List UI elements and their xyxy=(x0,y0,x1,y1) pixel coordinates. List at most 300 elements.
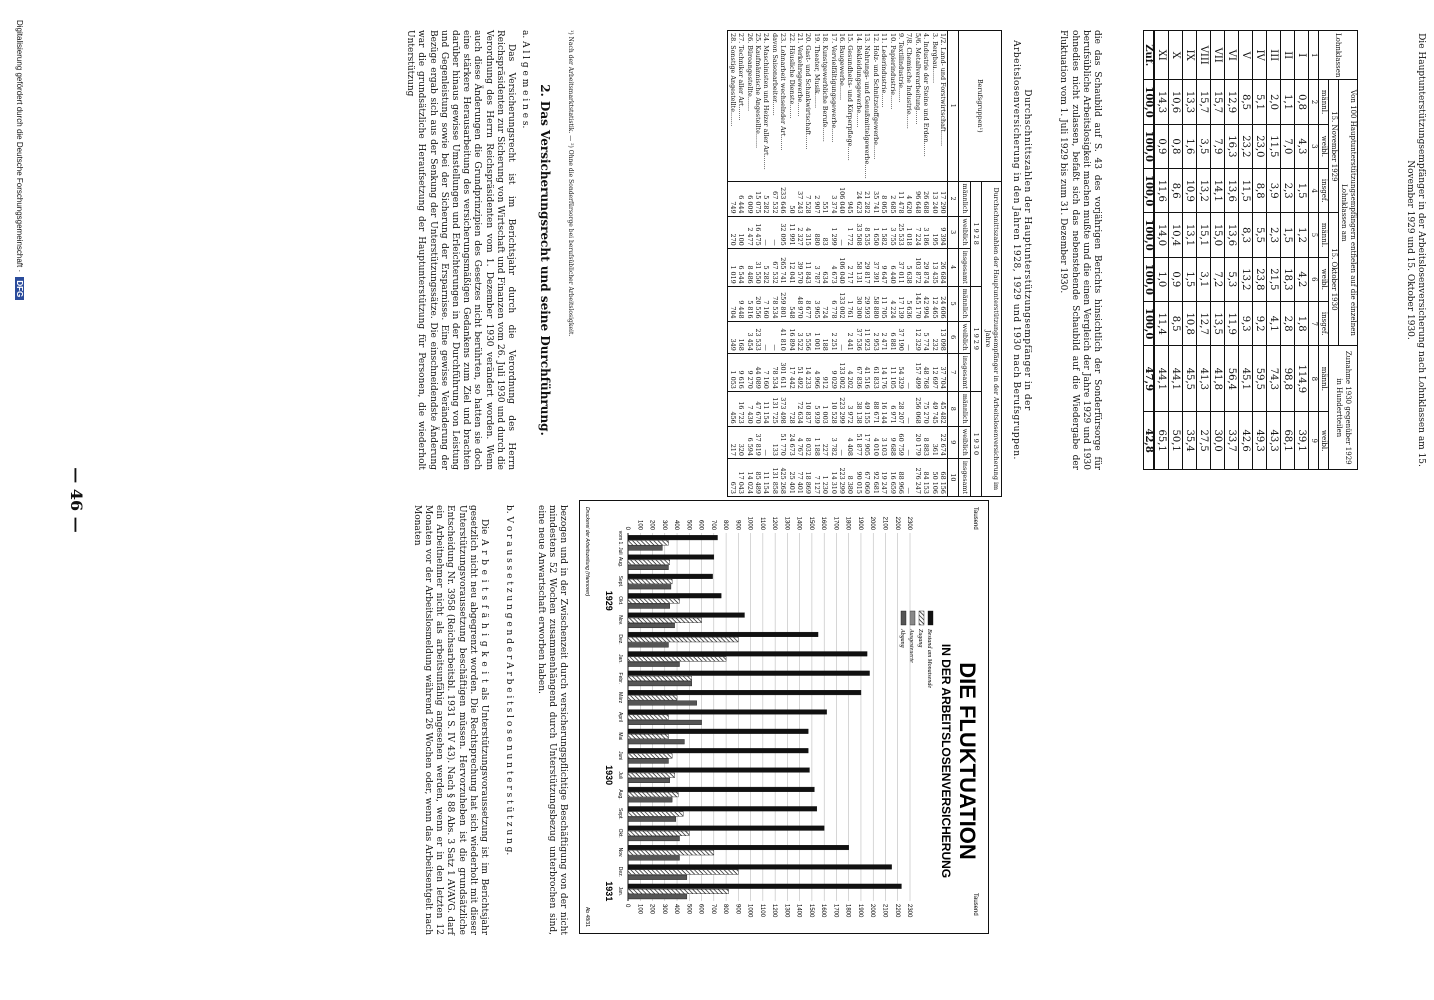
t1-cell: 13,5 xyxy=(1211,302,1225,346)
t1-sum-cell: 100,0 xyxy=(1144,302,1155,346)
t2-cell: 12 697 xyxy=(930,353,938,391)
chart-bar-abgang xyxy=(628,778,670,783)
t2-row-label: 13. Nahrungs- und Genußmittelgewerbe....... xyxy=(863,31,871,182)
t2-cell: 106 040 xyxy=(838,248,846,286)
t2-cell: 61 833 xyxy=(871,353,879,391)
chart-ytick-right: 1300 xyxy=(783,904,790,918)
t2-cell: 8 380 xyxy=(846,458,854,496)
t2-cell: 72 634 xyxy=(796,391,804,426)
t2-col-number: 7 xyxy=(947,353,958,391)
t1-sub: männl. xyxy=(1319,346,1329,412)
chart-legend-swatch xyxy=(919,611,924,625)
t1-row-label: VII xyxy=(1211,31,1225,80)
t1-sum-cell: 100,0 xyxy=(1144,80,1155,124)
t2-cell: 12 329 xyxy=(913,321,921,353)
chart-legend-swatch xyxy=(901,611,906,625)
t2-row-label: 28. Sonstige Angestellte....... xyxy=(728,31,737,182)
t2-cell: 6 544 xyxy=(737,248,745,286)
t2-cell: 24 623 xyxy=(855,181,863,216)
t2-cell: — xyxy=(762,321,770,353)
chart-bar-zugang xyxy=(628,812,683,817)
chart-bar-bestand xyxy=(628,865,892,870)
t2-cell: 5 774 xyxy=(922,321,930,353)
t1-cell: 4,2 xyxy=(1295,257,1309,301)
chart-ytick-right: 500 xyxy=(685,904,692,915)
chart-bar-abgang xyxy=(628,894,687,899)
t2-row-label: 4. Industrie der Steine und Erden....... xyxy=(922,31,930,182)
chart-bar-abgang xyxy=(628,701,697,706)
t1-cell: 4,1 xyxy=(1267,302,1281,346)
chart-ytick-left: 1500 xyxy=(807,516,814,530)
t1-col-number: 2 xyxy=(1309,80,1319,124)
t2-cell: 11 154 xyxy=(762,458,770,496)
t2-cell: 9 394 xyxy=(939,216,948,248)
t1-cell: 5,5 xyxy=(1253,213,1267,257)
t2-cell: 912 xyxy=(821,353,829,391)
t1-cell: 12,7 xyxy=(1197,302,1211,346)
t2-row-label: 17. Vervielfältigungsgewerbe....... xyxy=(829,31,837,182)
t2-cell: 2 441 xyxy=(846,321,854,353)
t1-sum-cell: 42,8 xyxy=(1144,412,1155,470)
t1-cell: 23,8 xyxy=(1253,257,1267,301)
t2-cell: 37 243 xyxy=(796,181,804,216)
t2-row-label: 21. Verkehrsgewerbe....... xyxy=(796,31,804,182)
t2-row-label: 19. Theater, Musik....... xyxy=(812,31,820,182)
chart-legend-label: Bestand am Monatsende xyxy=(926,629,932,688)
t2-cell: 3 454 xyxy=(745,321,753,353)
t2-cell: 8 535 xyxy=(863,216,871,248)
t1-cell: 15,7 xyxy=(1211,80,1225,124)
section2-para-b: Die A r b e i t s f ä h i g k e i t als Unterstützungsvoraussetzung ist im Berichtsjahr gesetzlich nicht neu abgegrenzt worden. Die Rechtsprechung hat sich wiederholt mit dieser Unterstützungsvoraussetzung beschäftigen müssen. Hervorzuheben ist die grundsätzliche Entscheidung Nr. 3958 (Reichsarbeitsbl. 1931 S. IV 43). Nach § 88 Abs. 3 Satz 1 AVAVG. darf ein Arbeitnehmer nicht als arbeitsunfähig angesehen werden, wenn er in den letzten 12 Monaten vor der Arbeitslosmeldung während 26 Wochen oder, wenn das Arbeitsentgelt nach Monaten xyxy=(411,505,489,935)
t2-cell: 20 556 xyxy=(754,286,762,321)
t2-col-number: 5 xyxy=(947,286,958,321)
table1-row xyxy=(1197,31,1211,470)
t1-cell: 11,4 xyxy=(1154,302,1169,346)
chart-x-label: Nov. xyxy=(617,847,623,858)
t2-row-label: 16. Baugewerbe....... xyxy=(838,31,846,182)
table2-row xyxy=(888,31,896,497)
t2-cell: 1 019 xyxy=(728,248,737,286)
chart-bar-bestand xyxy=(628,826,824,831)
t2-cell: 3 186 xyxy=(922,216,930,248)
t2-cell: 6 971 xyxy=(888,391,896,426)
chart-x-label: Sept. xyxy=(617,575,623,588)
chart-x-label: März xyxy=(617,692,623,704)
chart-year-label: 1931 xyxy=(604,881,614,902)
t2-cell: 223 299 xyxy=(838,391,846,426)
t1-cell: 13,6 xyxy=(1225,169,1239,213)
t2-cell: 44 089 xyxy=(754,353,762,391)
t2-subhead: insgesamt xyxy=(959,458,970,496)
t2-cell: 35 741 xyxy=(871,181,879,216)
t2-cell: 2 717 xyxy=(846,248,854,286)
chart-ytick-right: 400 xyxy=(673,904,680,915)
chart-year-label: 1930 xyxy=(604,765,614,786)
t1-cell: 11,5 xyxy=(1267,124,1281,168)
t2-cell: 92 681 xyxy=(871,458,879,496)
chart-x-label: Jan. xyxy=(617,654,623,664)
section2-para-a: Das Versicherungsrecht ist im Berichtsjahr durch die Verordnung des Herrn Reichspräsidenten zur Sicherung von Wirtschaft und Finanzen vom 26. Juli 1930 und durch die Verordnung des Herrn Reichspräsidenten vom 1. Dezember 1930 verändert worden. Wenn auch diese Änderungen die Grundprinzipien des Gesetzes nicht berührten, so hatten sie doch eine stärkere Herausarbeitung des versicherungsmäßigen Gedankens zum Ziel und brachten darüber hinaus gewisse Umstellungen und Erleichterungen in der Durchführung von Leistung und Gegenleistung sowie bei der Sicherung der Ersparnisse. Eine gewisse Veränderung der Bezüge ergab sich aus der Senkung der Unterstützungssätze. Die einschneidendste Änderung war die grundsätzliche Heraufsetzung der Hauptunterstützung für Personen, die wiederholt Unterstützung xyxy=(405,30,516,470)
chart-bar-zugang xyxy=(628,676,692,681)
t2-cell: 67 532 xyxy=(770,181,778,216)
chart-bar-bestand xyxy=(628,806,817,811)
t2-cell: 1 001 xyxy=(812,321,820,353)
t1-col-number: 4 xyxy=(1309,169,1319,213)
chart-bar-abgang xyxy=(628,565,668,570)
chart-x-label: Mai xyxy=(617,732,623,741)
t1-cell: 8,6 xyxy=(1169,169,1183,213)
table2-row xyxy=(745,31,753,497)
t2-cell: 227 xyxy=(821,426,829,458)
t1-sub: weibl. xyxy=(1319,412,1329,470)
t2-cell: 18 869 xyxy=(804,458,812,496)
table1-row xyxy=(1225,31,1239,470)
chart-ytick-right: 1500 xyxy=(807,904,814,918)
chart-bar-abgang xyxy=(628,681,692,686)
chart-bar-bestand xyxy=(628,729,808,734)
chart-ytick-right: 1200 xyxy=(771,904,778,918)
table1-row xyxy=(1281,31,1295,470)
t2-cell: 51 877 xyxy=(855,426,863,458)
t2-cell: 6 440 xyxy=(888,248,896,286)
chart-bar-abgang xyxy=(628,584,671,589)
chart-subtitle: IN DER ARBEITSLOSENVERSICHERUNG xyxy=(939,643,953,879)
t2-subhead: männlich xyxy=(959,181,970,216)
t1-cell: 43,3 xyxy=(1267,412,1281,470)
t1-col-number: 1 xyxy=(1309,31,1319,80)
para-schaubild: die das Schaubild auf S. 43 des vorjährigen Berichts hinsichtlich der Sonderfürsorge für berufsübliche Arbeitslosigkeit machen mußte und die einen Vergleich der Jahre 1929 und 1930 ohnedies nicht zulassen, befaßt sich das nebenstehende Schaubild auf die Wiedergabe der Fluktuation vom 1. Juli 1929 bis zum 31. Dezember 1930. xyxy=(1058,30,1102,470)
chart-ytick-left: 800 xyxy=(722,519,729,530)
t2-subhead: männlich xyxy=(959,286,970,321)
table1-row xyxy=(1169,31,1183,470)
t2-subhead: weiblich xyxy=(959,426,970,458)
t2-cell: 6 778 xyxy=(829,286,837,321)
t2-cell: 4 767 xyxy=(796,426,804,458)
chart-x-label: Aug. xyxy=(617,556,623,568)
t2-cell: 320 xyxy=(737,426,745,458)
t2-head-group: Berufsgruppen¹) xyxy=(959,31,1002,182)
t1-head-change: Zunahme 1930 gegenüber 1929 in Hundertteilen xyxy=(1329,346,1358,470)
t1-sum-cell: 100,0 xyxy=(1144,257,1155,301)
t2-cell: 1 761 xyxy=(846,286,854,321)
t1-cell: 10,8 xyxy=(1183,302,1197,346)
t1-head-date1: 15. November 1929 xyxy=(1329,80,1339,213)
chart-x-label: Juli xyxy=(617,771,623,779)
t2-cell: 16 475 xyxy=(754,216,762,248)
t1-cell: 10,6 xyxy=(1169,80,1183,124)
t2-cell: 51 770 xyxy=(779,426,787,458)
chart-year-label: 1929 xyxy=(604,590,614,611)
chart-x-labels xyxy=(604,531,623,902)
table2-row xyxy=(737,31,745,497)
t2-col-number: 9 xyxy=(947,426,958,458)
table2-row xyxy=(939,31,948,497)
t2-cell: 3 103 xyxy=(880,426,888,458)
t2-cell: 548 xyxy=(787,286,795,321)
t2-subhead: insgesamt xyxy=(959,353,970,391)
t1-cell: 1,5 xyxy=(1295,169,1309,213)
chart-legend-label: Zugang xyxy=(917,629,923,648)
t2-cell: 14 024 xyxy=(745,458,753,496)
t2-cell: 6 881 xyxy=(888,321,896,353)
t2-cell: 48 768 xyxy=(922,353,930,391)
chart-bar-zugang xyxy=(628,657,726,662)
chart-ytick-left: 1100 xyxy=(758,517,765,530)
t2-cell: 29 874 xyxy=(922,248,930,286)
chart-bar-zugang xyxy=(628,579,672,584)
chart-ytick-left: 1700 xyxy=(832,516,839,530)
t2-cell: 31 550 xyxy=(754,248,762,286)
t1-cell: 2,0 xyxy=(1267,80,1281,124)
t2-row-label: 1/2. Land- und Forstwirtschaft....... xyxy=(939,31,948,182)
chart-legend-label: Ausgesteuerte xyxy=(908,629,914,663)
t1-cell: 13,1 xyxy=(1183,213,1197,257)
digitization-footer xyxy=(15,20,24,980)
t2-cell: 945 xyxy=(846,181,854,216)
t1-cell: 13,6 xyxy=(1225,213,1239,257)
t2-cell: 5 638 xyxy=(905,248,913,286)
t1-cell: 14,1 xyxy=(1211,169,1225,213)
chart-ytick-right: 100 xyxy=(636,904,643,915)
t1-cell: 114,9 xyxy=(1295,346,1309,412)
t2-row-label: 23. Lohnarbeit wechselnder Art....... xyxy=(779,31,787,182)
t2-row-label: 24. Maschinisten und Heizer aller Art....... xyxy=(762,31,770,182)
t2-cell: 25 533 xyxy=(897,216,905,248)
chart-bar-abgang xyxy=(628,604,670,609)
t1-head-date2: 15. Oktober 1930 xyxy=(1329,213,1339,346)
t2-cell: 49 155 xyxy=(863,391,871,426)
t2-cell: 49 745 xyxy=(930,391,938,426)
t1-sum-cell: 47,9 xyxy=(1144,346,1155,412)
table2-row xyxy=(880,31,888,497)
table2-row xyxy=(846,31,854,497)
t2-cell: 51 492 xyxy=(796,353,804,391)
t2-cell: 15 075 xyxy=(754,181,762,216)
t2-cell: 425 268 xyxy=(779,458,787,496)
chart-x-label: April xyxy=(617,711,623,723)
t2-cell: 880 xyxy=(812,216,820,248)
chart-bar-bestand xyxy=(628,632,818,637)
t2-cell: 5 816 xyxy=(745,286,753,321)
t1-cell: 44,1 xyxy=(1154,346,1169,412)
t2-cell: 22 674 xyxy=(939,426,948,458)
t2-row-label: 14. Bekleidungsgewerbe....... xyxy=(855,31,863,182)
t2-cell: 1 582 xyxy=(880,216,888,248)
chart-ytick-right: 1100 xyxy=(758,904,765,917)
table2-row xyxy=(787,31,795,497)
t2-subhead: weiblich xyxy=(959,321,970,353)
t2-cell: 5 939 xyxy=(812,391,820,426)
t2-row-label: 9. Textilindustrie....... xyxy=(897,31,905,182)
chart-bar-bestand xyxy=(628,845,849,850)
chart-bar-zugang xyxy=(628,695,677,700)
t2-cell: 3 965 xyxy=(812,286,820,321)
t2-cell: 276 247 xyxy=(913,458,921,496)
t2-cell: 8 486 xyxy=(745,248,753,286)
t2-cell: 188 xyxy=(821,321,829,353)
t2-cell: 9 448 xyxy=(737,286,745,321)
chart-legend-swatch xyxy=(910,611,915,625)
t2-cell: 11 154 xyxy=(762,391,770,426)
chart-ytick-right: 1600 xyxy=(820,904,827,918)
chart-ytick-right: 300 xyxy=(660,904,667,915)
chart-x-label: Dez. xyxy=(617,866,623,878)
t2-row-label: 3. Bergbau....... xyxy=(930,31,938,182)
t1-cell: 45,1 xyxy=(1239,346,1253,412)
t1-cell: 68,1 xyxy=(1281,412,1295,470)
chart-bar-zugang xyxy=(628,850,714,855)
t2-row-label: 15. Gesundheits- und Körperpflege....... xyxy=(846,31,854,182)
t2-cell: 2 685 xyxy=(888,181,896,216)
t2-cell: 106 040 xyxy=(838,181,846,216)
table1-row xyxy=(1267,31,1281,470)
t2-cell: 16 144 xyxy=(880,391,888,426)
t1-cell: 10,9 xyxy=(1183,169,1197,213)
chart-x-label: Juni xyxy=(617,751,623,761)
table2 xyxy=(727,30,1002,497)
t2-cell: 78 534 xyxy=(770,353,778,391)
t2-cell: 233 646 xyxy=(779,181,787,216)
section2-sub-b: b. V o r a u s s e t z u n g e n d e r A r b e i t s l o s e n u n t e r s t ü t z u n g. xyxy=(504,505,514,856)
chart-bar-zugang xyxy=(628,560,670,565)
chart-ytick-right: 600 xyxy=(697,904,704,915)
chart-ytick-left: 900 xyxy=(734,519,741,530)
fluctuation-chart-svg xyxy=(580,501,988,933)
table2-row xyxy=(812,31,820,497)
t2-cell: 37 011 xyxy=(897,248,905,286)
t2-cell: 84 153 xyxy=(922,458,930,496)
chart-ytick-left: 1000 xyxy=(746,516,753,530)
t2-cell: 8 883 xyxy=(922,426,930,458)
t2-cell: 4 224 xyxy=(888,286,896,321)
t1-cell: 16,3 xyxy=(1225,124,1239,168)
table2-row xyxy=(913,31,921,497)
t2-cell: — xyxy=(905,391,913,426)
t2-cell: 83 xyxy=(821,216,829,248)
t1-cell: 2,3 xyxy=(1281,169,1295,213)
chart-ytick-left: 100 xyxy=(636,519,643,530)
chart-x-label: Nov. xyxy=(617,615,623,626)
t1-cell: 7,2 xyxy=(1211,257,1225,301)
t2-cell: 21 282 xyxy=(863,181,871,216)
t2-row-label: 20. Gast- und Schankwirtschaft....... xyxy=(804,31,812,182)
t2-cell: 634 xyxy=(821,248,829,286)
chart-x-label: Dez. xyxy=(617,634,623,645)
t1-cell: 1,1 xyxy=(1281,80,1295,124)
chart-x-label: Aug. xyxy=(617,789,623,800)
t1-cell: 2,3 xyxy=(1267,213,1281,257)
t2-cell: 20 179 xyxy=(913,426,921,458)
t2-cell: 4 408 xyxy=(846,426,854,458)
t2-cell: 28 207 xyxy=(897,391,905,426)
t2-cell: 7 127 xyxy=(812,458,820,496)
t2-cell: 728 xyxy=(787,391,795,426)
chart-bar-abgang xyxy=(628,817,676,822)
chart-ytick-left: 2300 xyxy=(906,516,912,530)
t2-cell: 13 435 xyxy=(930,248,938,286)
t1-cell: 45,5 xyxy=(1183,346,1197,412)
t2-cell: 13 098 xyxy=(939,321,948,353)
table2-row xyxy=(779,31,787,497)
t2-cell: 77 401 xyxy=(796,458,804,496)
chart-bar-abgang xyxy=(628,546,662,551)
t2-subhead: männlich xyxy=(959,391,970,426)
section2-heading: 2. Das Versicherungsrecht und seine Durchführung. xyxy=(538,84,552,436)
t1-head-group: Von 100 Hauptunterstützungsempfängern entfielen auf die einzelnen Lohnklassen am xyxy=(1339,80,1358,346)
chart-ytick-left: 2200 xyxy=(893,516,900,530)
chart-bars xyxy=(628,535,901,899)
chart-bar-zugang xyxy=(628,754,672,759)
t1-cell: 5,3 xyxy=(1225,257,1239,301)
chart-ytick-right: 1700 xyxy=(832,904,839,918)
t2-col-number: 6 xyxy=(947,321,958,353)
table2-row xyxy=(728,31,737,497)
t2-cell: 361 xyxy=(930,426,938,458)
t1-cell: 1,5 xyxy=(1281,213,1295,257)
t2-cell: 1 018 xyxy=(905,216,913,248)
t1-cell: 8,3 xyxy=(1239,213,1253,257)
t2-cell: 9 688 xyxy=(888,426,896,458)
chart-ytick-left: 2000 xyxy=(869,516,876,530)
t2-col-number: 8 xyxy=(947,391,958,426)
t2-cell: 232 xyxy=(930,321,938,353)
t2-cell: 11 478 xyxy=(897,181,905,216)
t2-cell: 37 536 xyxy=(855,321,863,353)
t2-cell: — xyxy=(770,216,778,248)
t2-cell: 10 528 xyxy=(829,391,837,426)
t2-cell: 16 659 xyxy=(888,458,896,496)
t1-row-label: XI xyxy=(1154,31,1169,80)
chart-ytick-left: 1200 xyxy=(771,516,778,530)
chart-x-label: Okt. xyxy=(617,596,623,606)
chart-ytick-left: 400 xyxy=(673,519,680,530)
chart-credit: Druckerei der Arbeitszeitung (Hannover) xyxy=(584,507,590,597)
chart-bar-bestand xyxy=(628,593,721,598)
t2-cell: 67 060 xyxy=(863,458,871,496)
t2-cell: 1 053 xyxy=(728,353,737,391)
t1-cell: 0,8 xyxy=(1295,80,1309,124)
t2-subhead: insgesamt xyxy=(959,248,970,286)
t2-cell: 2 953 xyxy=(871,321,879,353)
t2-cell: 16 723 xyxy=(737,391,745,426)
t2-cell: 11 105 xyxy=(888,353,896,391)
t1-col-number: 5 xyxy=(1309,213,1319,257)
t2-year: 1 9 2 8 xyxy=(970,181,981,286)
t1-col-number: 9 xyxy=(1309,412,1319,470)
chart-bar-bestand xyxy=(628,690,861,695)
chart-bar-abgang xyxy=(628,856,679,861)
t1-row-label: II xyxy=(1281,31,1295,80)
chart-x-label: Sept. xyxy=(617,807,623,820)
chart-ytick-right: 900 xyxy=(734,904,741,915)
t2-cell: 37 704 xyxy=(939,353,948,391)
t1-cell: 41,3 xyxy=(1197,346,1211,412)
chart-bar-bestand xyxy=(628,787,814,792)
t2-row-label: 5/6. Metallverarbeitung....... xyxy=(913,31,921,182)
t1-cell: 8,5 xyxy=(1169,302,1183,346)
t2-cell: 37 190 xyxy=(897,321,905,353)
t2-year: 1 9 3 0 xyxy=(970,391,981,496)
t2-cell: 9 029 xyxy=(829,353,837,391)
chart-bar-bestand xyxy=(628,671,870,676)
table1-row xyxy=(1183,31,1197,470)
t2-cell: 54 329 xyxy=(897,353,905,391)
t2-cell: 2 907 xyxy=(812,181,820,216)
table1-row xyxy=(1211,31,1225,470)
t2-cell: 4 315 xyxy=(804,216,812,248)
table2-row xyxy=(905,31,913,497)
chart-bar-zugang xyxy=(628,792,678,797)
